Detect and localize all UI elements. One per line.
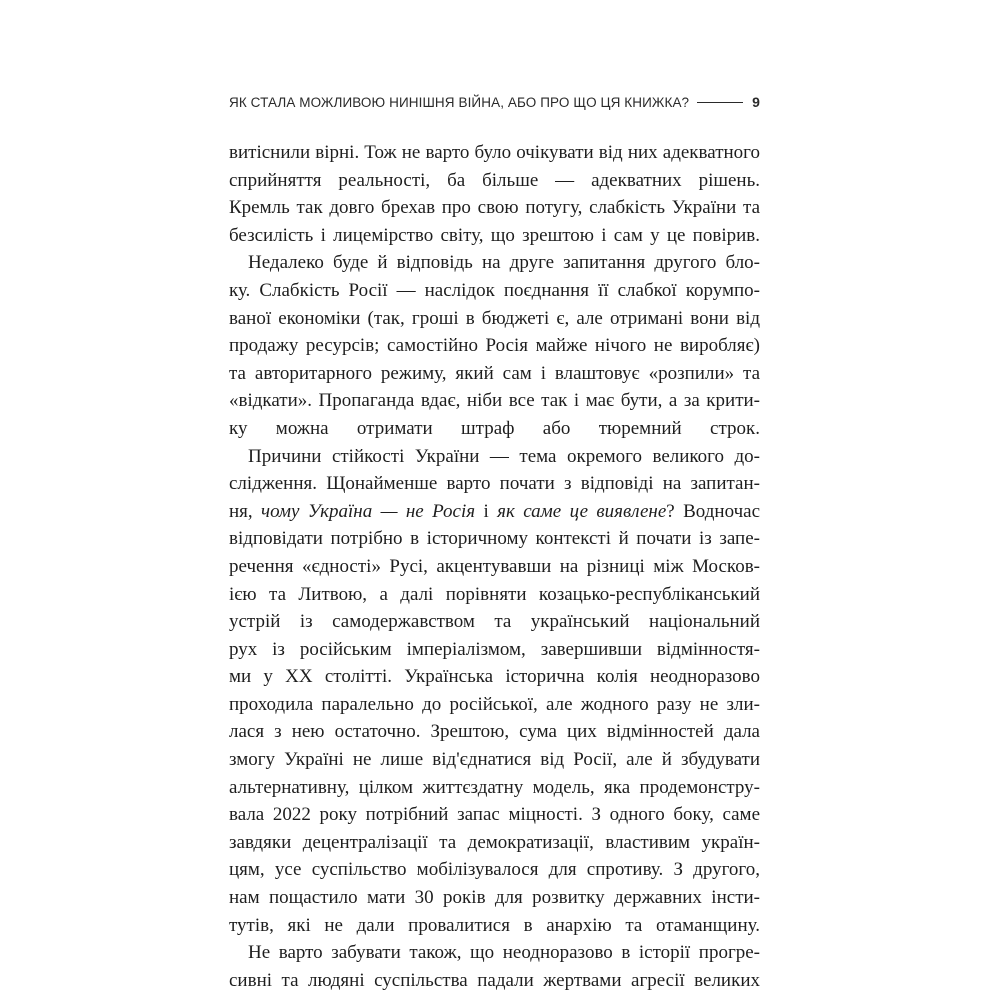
text-line: змогу Україні не лише від'єднатися від Росії, але й збудувати bbox=[229, 749, 760, 771]
page-number: 9 bbox=[752, 94, 760, 110]
text-run: і bbox=[475, 500, 498, 522]
text-line: Причини стійкості України — тема окремого великого до- bbox=[248, 445, 760, 467]
body-text bbox=[229, 139, 760, 994]
text-line: ією та Литвою, а далі порівняти козацько-республіканський bbox=[229, 583, 760, 605]
header-rule bbox=[697, 102, 743, 103]
text-line: устрій із самодержавством та український національний bbox=[229, 611, 760, 633]
text-line: лася з нею остаточно. Зрештою, сума цих відмінностей дала bbox=[229, 721, 760, 743]
text-line: сивні та людяні суспільства падали жертвами агресії великих bbox=[229, 969, 760, 991]
text-run: ? Водночас bbox=[666, 500, 760, 522]
chapter-title: ЯК СТАЛА МОЖЛИВОЮ НИНІШНЯ ВІЙНА, АБО ПРО ЩО ЦЯ КНИЖКА? bbox=[229, 94, 690, 110]
text-line: слідження. Щонайменше варто почати з відповіді на запитан- bbox=[229, 473, 760, 495]
text-line: Кремль так довго брехав про свою потугу, слабкість України та bbox=[229, 197, 760, 219]
italic-question: як саме це виявлене bbox=[497, 500, 667, 522]
text-line: Недалеко буде й відповідь на друге запитання другого бло- bbox=[248, 252, 760, 274]
text-line: безсилість і лицемірство світу, що зрештою і сам у це повірив. bbox=[229, 224, 760, 246]
text-line: ваної економіки (так, гроші в бюджеті є, але отримані вони від bbox=[229, 307, 760, 329]
text-line: завдяки децентралізації та демократизації, властивим україн- bbox=[229, 831, 760, 853]
text-line: Не варто забувати також, що неодноразово в історії прогре- bbox=[248, 942, 760, 964]
text-line: нам пощастило мати 30 років для розвитку державних інсти- bbox=[229, 887, 760, 909]
text-line: тутів, які не дали провалитися в анархію та отаманщину. bbox=[229, 914, 760, 936]
text-line: вала 2022 року потрібний запас міцності. З одного боку, саме bbox=[229, 804, 760, 826]
running-head bbox=[229, 92, 760, 112]
text-run: ня, bbox=[229, 500, 262, 522]
text-line: ку можна отримати штраф або тюремний строк. bbox=[229, 417, 760, 439]
text-line: сприйняття реальності, ба більше — адекватних рішень. bbox=[229, 169, 760, 191]
text-line: продажу ресурсів; самостійно Росія майже нічого не виробляє) bbox=[229, 335, 760, 357]
text-line: рух із російським імперіалізмом, завершивши відмінностя- bbox=[229, 638, 760, 660]
text-line: «відкати». Пропаганда вдає, ніби все так і має бути, а за крити- bbox=[229, 390, 760, 412]
italic-question: чому Україна — не Росія bbox=[261, 500, 476, 522]
text-line: витіснили вірні. Тож не варто було очікувати від них адекватного bbox=[229, 142, 760, 163]
text-line: речення «єдності» Русі, акцентувавши на різниці між Москов- bbox=[229, 555, 760, 577]
text-line: ми у ХХ столітті. Українська історична колія неодноразово bbox=[229, 666, 760, 688]
text-line: відповідати потрібно в історичному контексті й почати із запе- bbox=[229, 528, 760, 550]
text-line: та авторитарного режиму, який сам і влаштовує «розпили» та bbox=[229, 362, 760, 384]
text-line: альтернативну, цілком життєздатну модель, яка продемонстру- bbox=[229, 776, 760, 798]
text-line: цям, усе суспільство мобілізувалося для спротиву. З другого, bbox=[229, 859, 760, 881]
text-line: ку. Слабкість Росії — наслідок поєднання її слабкої корумпо- bbox=[229, 279, 760, 301]
text-line bbox=[229, 498, 760, 526]
text-line: проходила паралельно до російської, але жодного разу не зли- bbox=[229, 693, 760, 715]
